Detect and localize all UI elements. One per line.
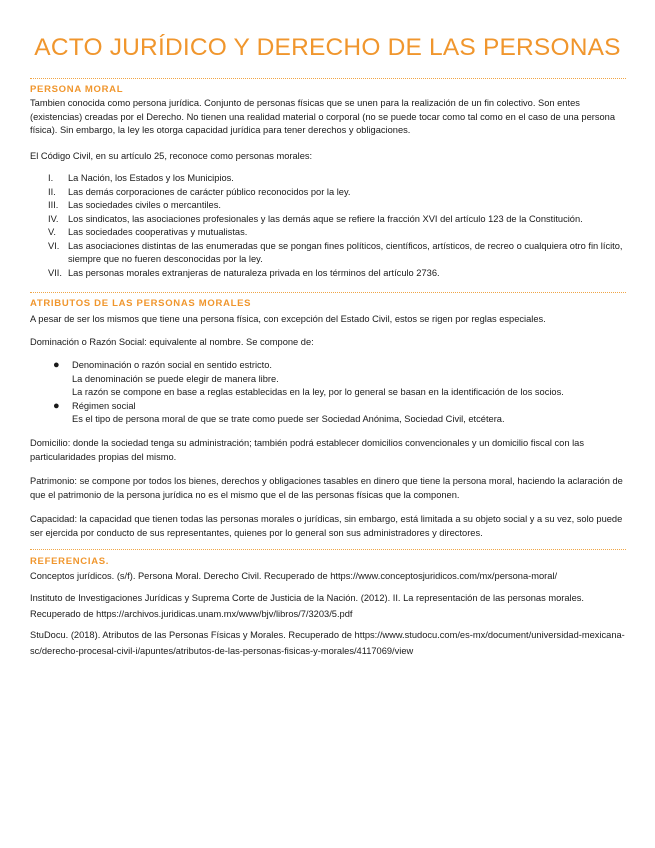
- document-title: ACTO JURÍDICO Y DERECHO DE LAS PERSONAS: [34, 34, 621, 61]
- list-number: IV.: [48, 213, 59, 224]
- bullet-item: [30, 400, 626, 427]
- bullet-line: Denominación o razón social en sentido estricto.: [72, 360, 272, 370]
- bullet-dot-icon: ●: [53, 359, 60, 371]
- list-item: [30, 240, 626, 267]
- bullet-dot-icon: ●: [53, 399, 60, 412]
- list-item-text: Las sociedades civiles o mercantiles.: [68, 200, 221, 210]
- razon-social-bullets: [30, 359, 626, 427]
- list-item: [30, 267, 626, 281]
- list-item-text: Las personas morales extranjeras de naturaleza privada en los términos del artículo 2736.: [68, 267, 440, 278]
- bullet-line: Régimen social: [72, 400, 136, 411]
- list-item-text: Las asociaciones distintas de las enumeradas que se pongan fines políticos, científicos, artísticos, de recreo o cualquiera otro fin lícito, siempre que no fueren desconocidas por la ley.: [68, 240, 623, 264]
- paragraph-domicilio: Domicilio: donde la sociedad tenga su administración; también podrá establecer domicilios convencionales y un domicilio fiscal con las particularidades propias del mismo.: [30, 438, 584, 462]
- section-heading-referencias: REFERENCIAS.: [30, 556, 110, 567]
- paragraph-patrimonio: Patrimonio: se compone por todos los bienes, derechos y obligaciones tasables en dinero que tiene la persona moral, haciendo la aclaración de que el patrimonio de la persona jurídica no es el mismo que el de las personas físicas que la componen.: [30, 476, 623, 500]
- list-number: II.: [48, 186, 56, 197]
- paragraph-definition: Tambien conocida como persona jurídica. Conjunto de personas físicas que se unen para la realización de un fin colectivo. Son entes (existencias) creadas por el Derecho. No tienen una realidad material o corporal (no se puede tocar como tal como en el caso de una persona física). Sin embargo, la ley les otorga capacidad jurídica para tener derechos y obligaciones.: [30, 98, 616, 135]
- bullet-item: [30, 359, 626, 400]
- list-number: III.: [48, 200, 59, 210]
- list-number: VI.: [48, 240, 60, 251]
- section-divider: [30, 78, 626, 79]
- list-item: [30, 186, 626, 200]
- bullet-line: Es el tipo de persona moral de que se trate como puede ser Sociedad Anónima, Sociedad Civil, etcétera.: [72, 414, 505, 424]
- list-item-text: Los sindicatos, las asociaciones profesionales y las demás aque se refiere la fracción XVI del artículo 123 de la Constitución.: [68, 213, 583, 224]
- bullet-line: La razón se compone en base a reglas establecidas en la ley, por lo general se basan en la identificación de los socios.: [72, 387, 564, 397]
- reference-item: Instituto de Investigaciones Jurídicas y Suprema Corte de Justicia de la Nación. (2012). II. La representación de las personas morales. Recuperado de https://archivos.juridicas.unam.mx/www/bjv/libros/7/3203/5.pdf: [30, 593, 584, 619]
- list-item: [30, 172, 626, 186]
- paragraph-atributos-intro: A pesar de ser los mismos que tiene una persona física, con excepción del Estado Civil, estos se rigen por reglas especiales.: [30, 314, 546, 324]
- list-number: I.: [48, 173, 54, 183]
- paragraph-razon-social: Dominación o Razón Social: equivalente al nombre. Se compone de:: [30, 337, 314, 347]
- reference-item: StuDocu. (2018). Atributos de las Personas Físicas y Morales. Recuperado de https://www.studocu.com/es-mx/document/universidad-mexicana-sc/derecho-procesal-civil-i/apuntes/atributos-de-las-personas-fisicas-y-morales/4117069/view: [30, 630, 625, 656]
- section-divider: [30, 549, 626, 550]
- section-heading-atributos: ATRIBUTOS DE LAS PERSONAS MORALES: [30, 298, 252, 309]
- personas-morales-list: [30, 172, 626, 280]
- list-item: [30, 213, 626, 227]
- list-number: VII.: [48, 267, 62, 278]
- list-item-text: La Nación, los Estados y los Municipios.: [68, 173, 234, 183]
- list-item: [30, 199, 626, 213]
- list-item: [30, 226, 626, 240]
- bullet-line: La denominación se puede elegir de manera libre.: [72, 373, 279, 384]
- paragraph-codigo-civil: El Código Civil, en su artículo 25, reconoce como personas morales:: [30, 151, 313, 161]
- section-divider: [30, 292, 626, 293]
- list-number: V.: [48, 227, 56, 237]
- list-item-text: Las sociedades cooperativas y mutualistas.: [68, 227, 248, 237]
- list-item-text: Las demás corporaciones de carácter público reconocidos por la ley.: [68, 186, 351, 197]
- section-heading-persona-moral: PERSONA MORAL: [30, 84, 124, 95]
- reference-item: Conceptos jurídicos. (s/f). Persona Moral. Derecho Civil. Recuperado de https://www.conceptosjuridicos.com/mx/persona-moral/: [30, 571, 558, 581]
- paragraph-capacidad: Capacidad: la capacidad que tienen todas las personas morales o jurídicas, sin embargo, está limitada a su objeto social y a su vez, solo puede ser ejercida por conducto de sus representantes, quienes por lo general son sus administradores y directores.: [30, 514, 623, 538]
